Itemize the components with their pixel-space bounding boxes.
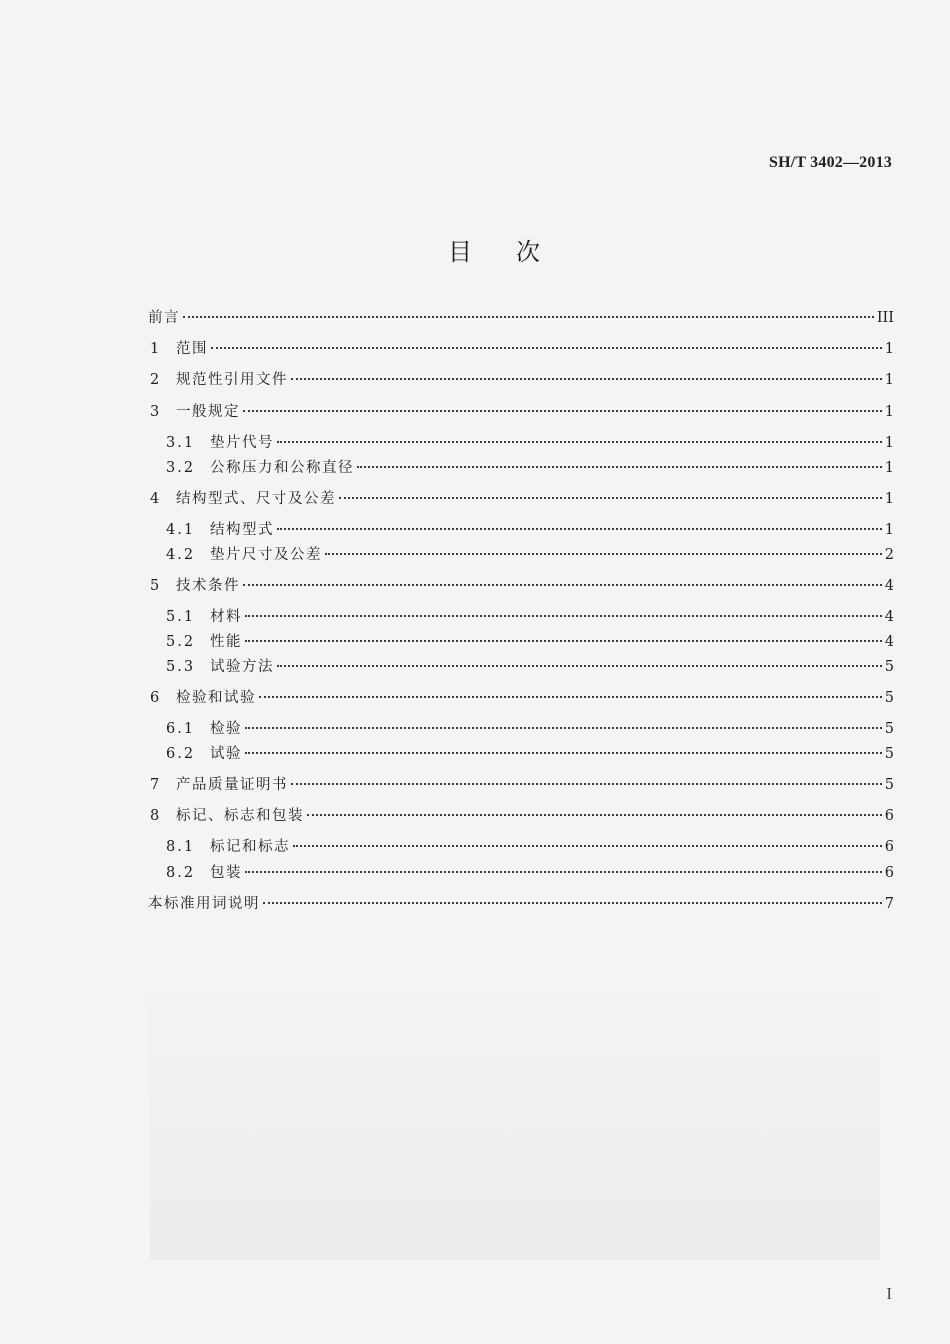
toc-entry-page: 1: [884, 435, 894, 451]
toc-entry-label: 检验和试验: [176, 690, 256, 706]
toc-entry-label: 试验方法: [210, 659, 274, 675]
toc-entry-number: 5.3: [166, 659, 196, 675]
toc-entry-number: 8.2: [166, 865, 196, 881]
toc-entry-page: 6: [884, 808, 894, 824]
toc-entry-label: 规范性引用文件: [176, 372, 288, 388]
toc-entry-label: 标记、标志和包装: [176, 808, 304, 824]
toc-entry-number: 5.1: [166, 609, 196, 625]
toc-entry-page: 7: [884, 896, 894, 912]
toc-entry-label: 产品质量证明书: [176, 777, 288, 793]
toc-entry[interactable]: [148, 719, 894, 739]
scan-shading: [150, 960, 880, 1260]
toc-entry-label: 范围: [176, 341, 208, 357]
toc-entry-number: 2: [150, 372, 160, 388]
toc-entry-label: 结构型式: [210, 522, 274, 538]
toc-leader-dots: [293, 845, 882, 847]
toc-entry-label: 性能: [210, 634, 242, 650]
toc-entry-label: 垫片代号: [210, 435, 274, 451]
toc-leader-dots: [243, 584, 882, 586]
standard-code: SH/T 3402—2013: [769, 154, 892, 171]
toc-entry-label: 试验: [210, 746, 242, 762]
toc-leader-dots: [259, 696, 882, 698]
toc-entry-number: 1: [150, 341, 160, 357]
toc-leader-dots: [243, 410, 882, 412]
toc-entry-number: 4.1: [166, 522, 196, 538]
toc-leader-dots: [339, 497, 882, 499]
toc-leader-dots: [245, 752, 882, 754]
toc-entry[interactable]: [148, 402, 894, 422]
toc-entry-label: 垫片尺寸及公差: [210, 547, 322, 563]
toc-entry-page: 5: [884, 690, 894, 706]
toc-leader-dots: [245, 727, 882, 729]
toc-entry[interactable]: [148, 520, 894, 540]
toc-entry-label: 本标准用词说明: [148, 896, 260, 912]
toc-entry[interactable]: [148, 308, 894, 328]
toc-entry-number: 6: [150, 690, 160, 706]
toc-entry-page: 4: [884, 634, 894, 650]
toc-entry-page: 2: [884, 547, 894, 563]
toc-leader-dots: [245, 640, 882, 642]
toc-leader-dots: [291, 378, 882, 380]
toc-entry-page: III: [876, 310, 894, 326]
toc-entry-number: 4.2: [166, 547, 196, 563]
toc-entry-number: 6.1: [166, 721, 196, 737]
toc-entry-page: 4: [884, 609, 894, 625]
toc-leader-dots: [245, 871, 882, 873]
toc-entry[interactable]: [148, 863, 894, 883]
toc-entry-page: 1: [884, 404, 894, 420]
toc-entry-label: 材料: [210, 609, 242, 625]
toc-entry-number: 3.2: [166, 460, 196, 476]
toc-leader-dots: [277, 528, 882, 530]
toc-entry-page: 6: [884, 865, 894, 881]
toc-entry[interactable]: [148, 806, 894, 826]
toc-entry-page: 5: [884, 659, 894, 675]
toc-entry[interactable]: [148, 458, 894, 478]
toc-entry-number: 3.1: [166, 435, 196, 451]
toc-entry[interactable]: [148, 489, 894, 509]
toc-entry-label: 检验: [210, 721, 242, 737]
toc-entry-label: 一般规定: [176, 404, 240, 420]
toc-entry-page: 1: [884, 372, 894, 388]
toc-entry-label: 包装: [210, 865, 242, 881]
toc-entry-label: 公称压力和公称直径: [210, 460, 354, 476]
toc-entry-number: 7: [150, 777, 160, 793]
toc-entry[interactable]: [148, 545, 894, 565]
toc-leader-dots: [183, 316, 874, 318]
toc-entry-number: 3: [150, 404, 160, 420]
toc-entry[interactable]: [148, 370, 894, 390]
toc-entry-page: 5: [884, 746, 894, 762]
toc-entry-number: 8.1: [166, 839, 196, 855]
toc-entry[interactable]: [148, 632, 894, 652]
toc-entry[interactable]: [148, 576, 894, 596]
toc-entry-page: 5: [884, 721, 894, 737]
toc-entry[interactable]: [148, 607, 894, 627]
toc-entry-label: 前言: [148, 310, 180, 326]
toc-entry[interactable]: [148, 688, 894, 708]
toc-leader-dots: [307, 814, 882, 816]
toc-leader-dots: [357, 466, 882, 468]
toc-entry[interactable]: [148, 339, 894, 359]
toc-entry-label: 标记和标志: [210, 839, 290, 855]
toc-entry-label: 技术条件: [176, 578, 240, 594]
toc-entry-page: 1: [884, 341, 894, 357]
toc-entry-number: 5: [150, 578, 160, 594]
toc-entry[interactable]: [148, 837, 894, 857]
toc-entry-page: 1: [884, 491, 894, 507]
toc-entry-page: 4: [884, 578, 894, 594]
toc-entry-page: 6: [884, 839, 894, 855]
toc-leader-dots: [263, 902, 882, 904]
toc-entry-number: 4: [150, 491, 160, 507]
toc-leader-dots: [325, 553, 882, 555]
toc-entry-page: 1: [884, 460, 894, 476]
toc-leader-dots: [245, 615, 882, 617]
toc-entry-page: 1: [884, 522, 894, 538]
toc-entry-label: 结构型式、尺寸及公差: [176, 491, 336, 507]
toc-entry[interactable]: [148, 433, 894, 453]
toc-leader-dots: [277, 441, 882, 443]
page-number: I: [886, 1284, 892, 1303]
toc-title: 目次: [448, 238, 584, 266]
toc-entry-number: 6.2: [166, 746, 196, 762]
toc-entry[interactable]: [148, 657, 894, 677]
toc-leader-dots: [277, 665, 882, 667]
toc-leader-dots: [211, 347, 882, 349]
toc-entry[interactable]: [148, 775, 894, 795]
toc-entry[interactable]: [148, 894, 894, 914]
toc-entry-number: 8: [150, 808, 160, 824]
toc-leader-dots: [291, 783, 882, 785]
toc-entry-page: 5: [884, 777, 894, 793]
toc-entry[interactable]: [148, 744, 894, 764]
toc-entry-number: 5.2: [166, 634, 196, 650]
